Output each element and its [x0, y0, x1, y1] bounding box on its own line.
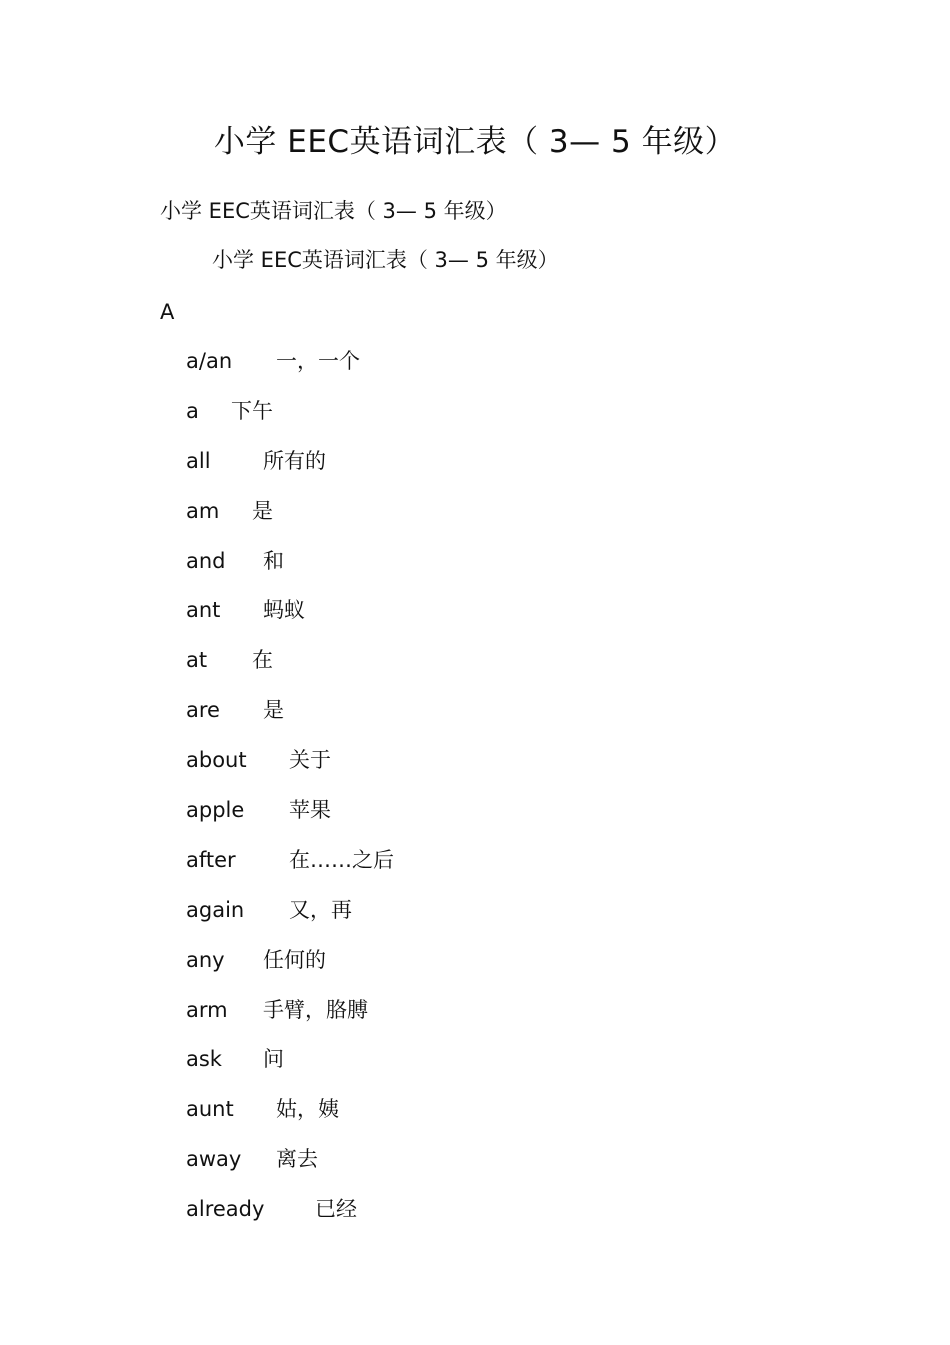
subtitle-line-1: 小学 EEC英语词汇表（ 3— 5 年级）	[160, 199, 507, 223]
vocab-meaning: 蚂蚁	[263, 598, 305, 623]
vocab-meaning: 手臂，胳膊	[263, 997, 368, 1022]
vocab-meaning: 离去	[276, 1147, 318, 1172]
section-letter: A	[160, 300, 175, 324]
page-title: 小学 EEC英语词汇表（ 3— 5 年级）	[213, 124, 737, 160]
vocab-entry	[186, 1194, 586, 1244]
vocab-word: ant	[186, 598, 221, 623]
vocab-meaning: 在	[252, 648, 273, 673]
vocab-word: a	[186, 398, 199, 423]
vocab-entry	[186, 895, 586, 945]
vocab-meaning: 问	[263, 1047, 284, 1072]
vocab-word: and	[186, 548, 226, 573]
vocab-entry	[186, 496, 586, 546]
vocab-word: away	[186, 1147, 242, 1172]
vocab-meaning: 关于	[289, 748, 331, 773]
vocab-entry	[186, 546, 586, 596]
vocab-entry	[186, 396, 586, 446]
vocab-entry	[186, 695, 586, 745]
vocab-entry	[186, 346, 586, 396]
vocab-meaning: 苹果	[289, 798, 331, 823]
vocabulary-list	[186, 346, 586, 1244]
vocab-meaning: 姑，姨	[276, 1097, 339, 1122]
vocab-word: about	[186, 748, 247, 773]
vocab-word: at	[186, 648, 208, 673]
vocab-entry	[186, 595, 586, 645]
vocab-meaning: 是	[263, 698, 284, 723]
vocab-meaning: 和	[263, 548, 284, 573]
vocab-meaning: 下午	[231, 398, 273, 423]
vocab-word: all	[186, 448, 211, 473]
vocab-entry	[186, 1044, 586, 1094]
vocab-word: arm	[186, 997, 228, 1022]
vocab-entry	[186, 1144, 586, 1194]
vocab-entry	[186, 945, 586, 995]
vocab-meaning: 已经	[315, 1197, 357, 1222]
vocab-word: already	[186, 1197, 265, 1222]
vocab-meaning: 是	[252, 498, 273, 523]
vocab-entry	[186, 645, 586, 695]
vocab-word: am	[186, 498, 220, 523]
vocab-meaning: 所有的	[263, 448, 326, 473]
vocab-meaning: 一，一个	[276, 349, 360, 373]
vocab-word: any	[186, 947, 225, 972]
vocab-meaning: 在……之后	[289, 847, 394, 872]
vocab-entry	[186, 995, 586, 1045]
vocab-entry	[186, 845, 586, 895]
vocab-meaning: 任何的	[263, 947, 326, 972]
vocab-word: are	[186, 698, 220, 723]
vocab-meaning: 又，再	[289, 897, 352, 922]
vocab-entry	[186, 446, 586, 496]
vocab-entry	[186, 1094, 586, 1144]
vocab-entry	[186, 745, 586, 795]
vocab-word: after	[186, 847, 236, 872]
subtitle-line-2: 小学 EEC英语词汇表（ 3— 5 年级）	[212, 248, 559, 272]
vocab-word: aunt	[186, 1097, 234, 1122]
vocab-word: apple	[186, 798, 245, 823]
vocab-word: a/an	[186, 349, 233, 373]
vocab-word: again	[186, 897, 245, 922]
vocab-entry	[186, 795, 586, 845]
vocab-word: ask	[186, 1047, 222, 1072]
